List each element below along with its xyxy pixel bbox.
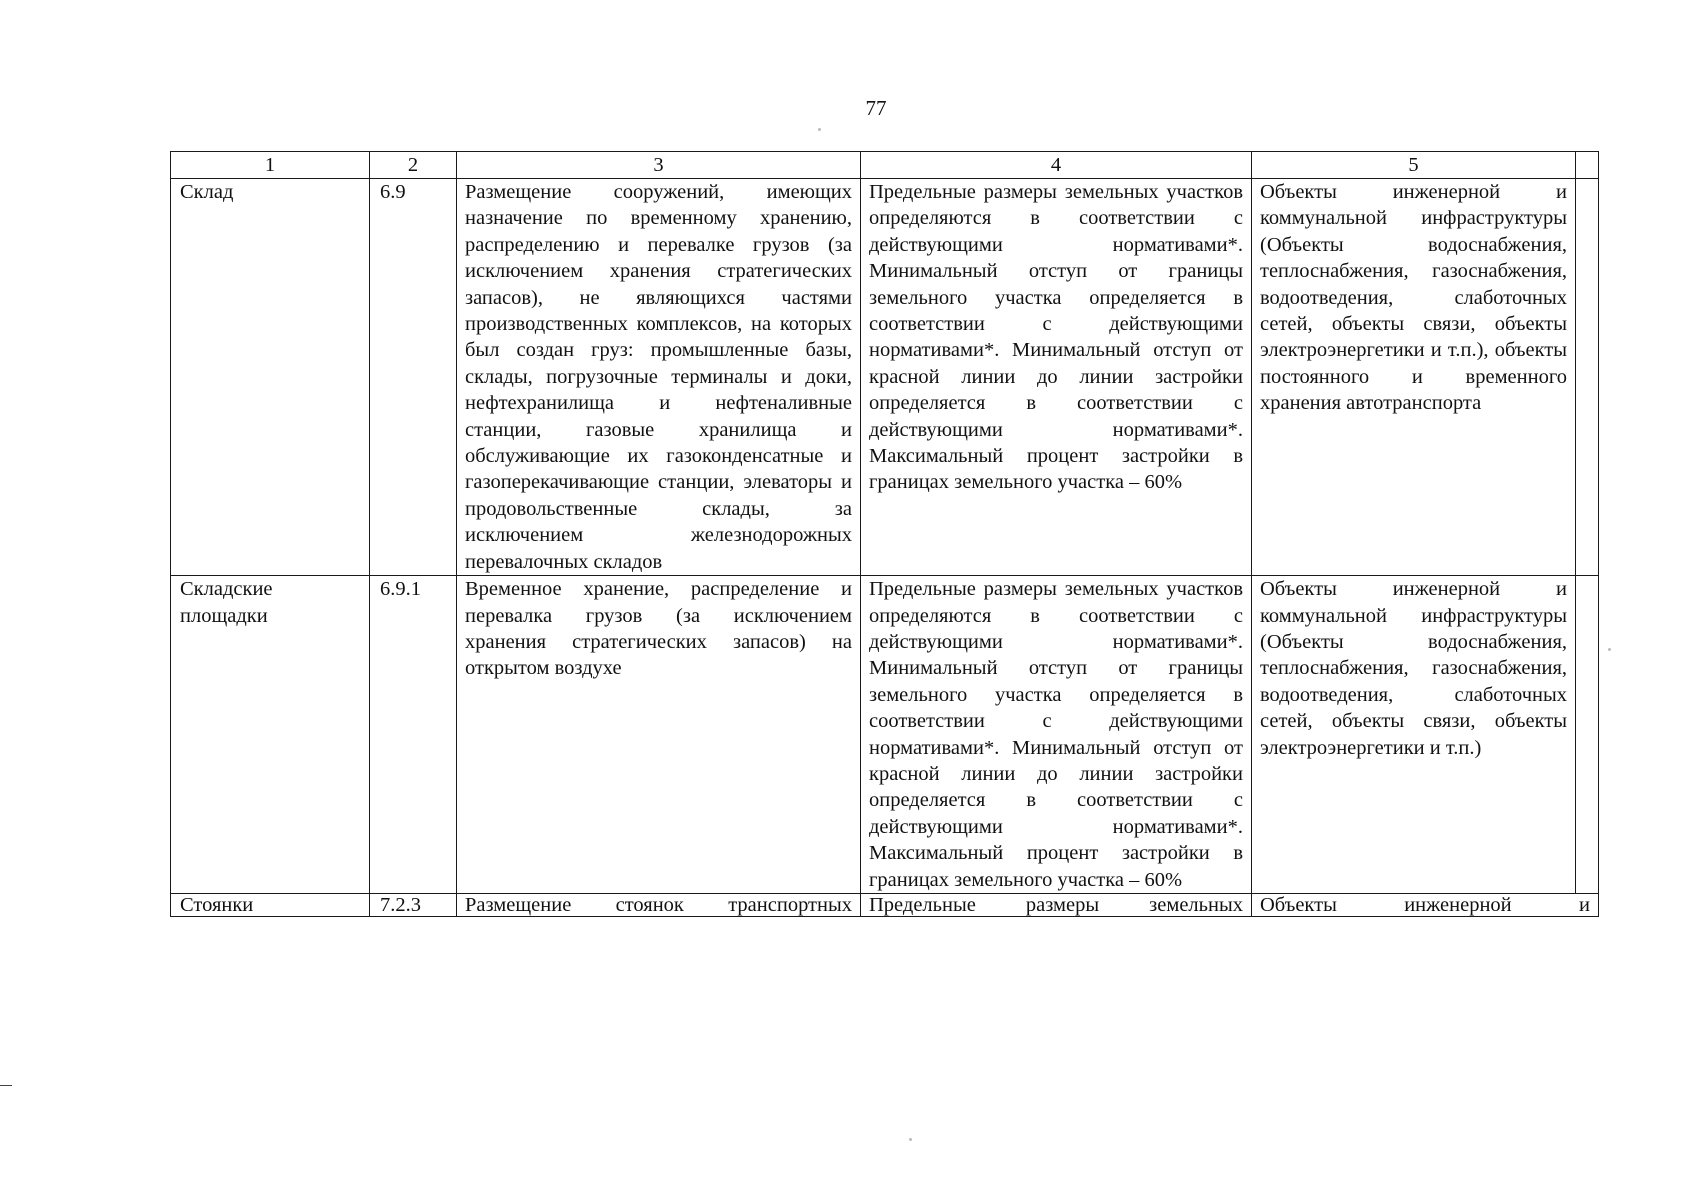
scan-edge-mark [0, 1085, 12, 1086]
permitted-objects: Объекты инженерной и коммунальной инфраструктуры (Объекты водоснабжения, теплоснабжения, газоснабжения, водоотведения, слаботочных сетей, объекты связи, объекты электроэнергетики и т.п.), объекты постоянного и временного хранения автотранспорта [1252, 179, 1576, 576]
page-number: 77 [865, 96, 887, 120]
land-use-description: Временное хранение, распределение и перевалка грузов (за исключением хранения стратегических запасов) на открытом воздухе [457, 576, 861, 894]
land-use-name: Складские площадки [171, 576, 370, 894]
column-header-5: 5 [1252, 152, 1576, 179]
spare-column-header [1576, 152, 1599, 179]
land-use-parameters: Предельные размеры земельных участков определяются в соответствии с действующими нормативами*. Минимальный отступ от границы земельного участка определяется в соответствии с действующими нормативами*. Минимальный отступ от красной линии до линии застройки определяется в соответствии с действующими нормативами*. Максимальный процент застройки в границах земельного участка – 60% [861, 576, 1252, 894]
column-header-2: 2 [370, 152, 457, 179]
land-use-name: Склад [171, 179, 370, 576]
scan-speck [909, 1138, 912, 1141]
scan-speck [1608, 648, 1611, 651]
scan-speck [818, 128, 821, 131]
column-header-1: 1 [171, 152, 370, 179]
spare-cell [1576, 576, 1599, 894]
land-use-code: 7.2.3 [370, 893, 457, 916]
spare-cell [1576, 179, 1599, 576]
column-header-4: 4 [861, 152, 1252, 179]
land-use-name: Стоянки [171, 893, 370, 916]
column-header-3: 3 [457, 152, 861, 179]
land-use-description: Размещение сооружений, имеющих назначение по временному хранению, распределению и перевалке грузов (за исключением хранения стратегических запасов), не являющихся частями производственных комплексов, на которых был создан груз: промышленные базы, склады, погрузочные терминалы и доки, нефтехранилища и нефтеналивные станции, газовые хранилища и обслуживающие их газоконденсатные и газоперекачивающие станции, элеваторы и продовольственные склады, за исключением железнодорожных перевалочных складов [457, 179, 861, 576]
zoning-regulations-table [170, 151, 1599, 917]
land-use-parameters: Предельные размеры земельных [861, 893, 1252, 916]
land-use-code: 6.9 [370, 179, 457, 576]
land-use-code: 6.9.1 [370, 576, 457, 894]
permitted-objects: Объекты инженерной и коммунальной инфраструктуры (Объекты водоснабжения, теплоснабжения, газоснабжения, водоотведения, слаботочных сетей, объекты связи, объекты электроэнергетики и т.п.) [1252, 576, 1576, 894]
land-use-description: Размещение стоянок транспортных [457, 893, 861, 916]
table-row [171, 893, 1599, 916]
table-row [171, 576, 1599, 894]
land-use-parameters: Предельные размеры земельных участков определяются в соответствии с действующими нормативами*. Минимальный отступ от границы земельного участка определяется в соответствии с действующими нормативами*. Минимальный отступ от красной линии до линии застройки определяется в соответствии с действующими нормативами*. Максимальный процент застройки в границах земельного участка – 60% [861, 179, 1252, 576]
table-row [171, 179, 1599, 576]
permitted-objects: Объекты инженерной и [1252, 893, 1599, 916]
table-header-row [171, 152, 1599, 179]
